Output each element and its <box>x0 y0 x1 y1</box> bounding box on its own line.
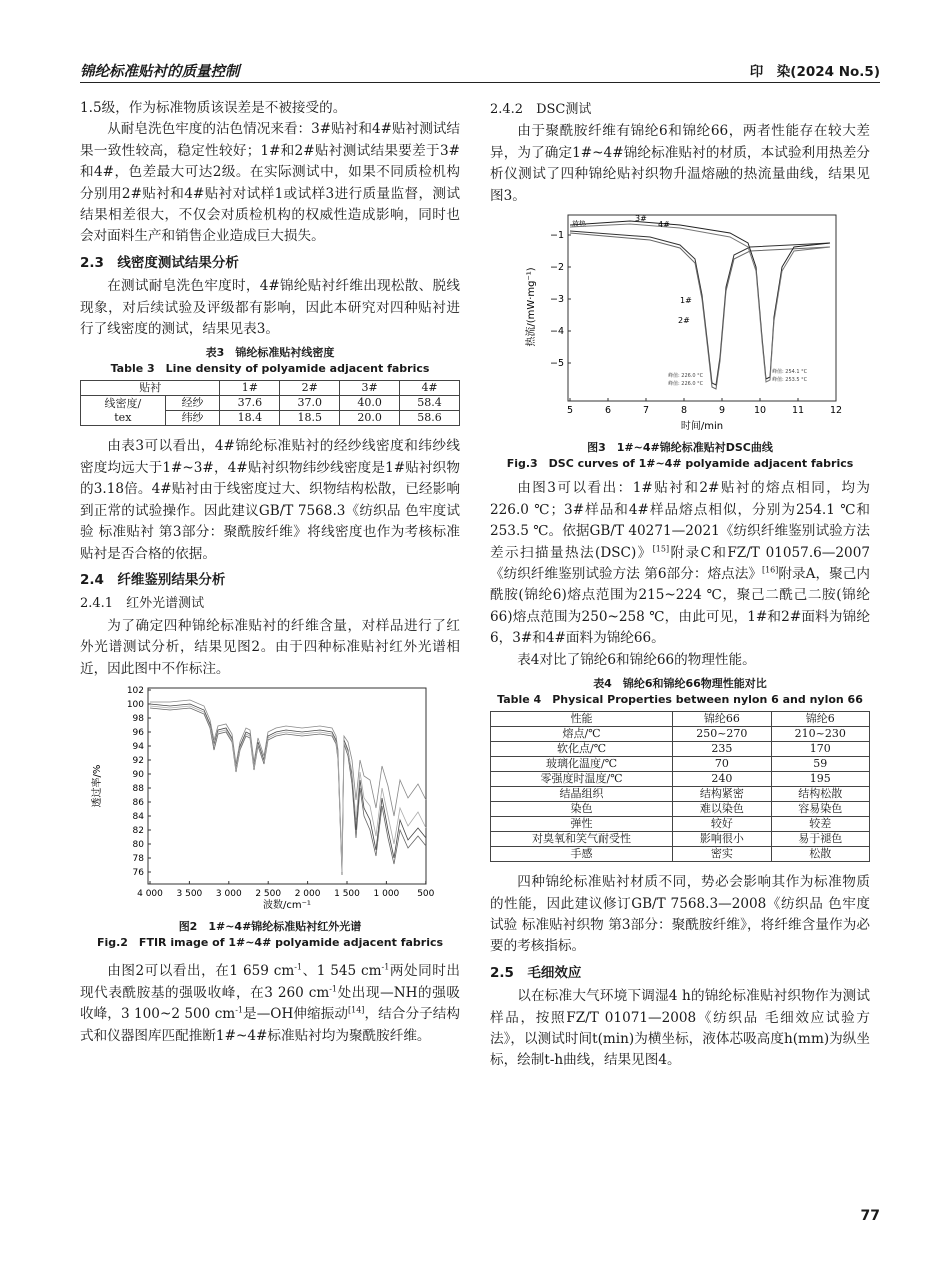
paragraph: 由于聚酰胺纤维有锦纶6和锦纶66，两者性能存在较大差异，为了确定1#~4#锦纶标准贴衬的材质，本试验利用热差分析仪测试了四种锦纶贴衬织物升温熔融的热流量曲线，结果见图3。 <box>490 123 870 204</box>
row-label-a: 线密度/ <box>104 396 142 410</box>
axis-tick-label: 10 <box>753 405 767 417</box>
axis-tick-label: −3 <box>549 294 564 306</box>
row-label-b: tex <box>114 410 132 424</box>
table-cell: 59 <box>771 757 869 772</box>
table-cell: 经纱 <box>165 396 220 411</box>
axis-tick-label: 82 <box>132 825 144 836</box>
exo-label: 放热 <box>572 220 586 229</box>
header-journal: 印 染(2024 No.5) <box>749 64 880 80</box>
table-cell: 结晶组织 <box>491 787 673 802</box>
right-column <box>490 98 870 1072</box>
axis-tick-label: 98 <box>132 713 144 724</box>
axis-tick-label: 78 <box>132 853 144 864</box>
table3-caption-en: Table 3 Line density of polyamide adjacent fabrics <box>110 362 430 376</box>
citation-ref: [15] <box>652 544 670 554</box>
text-run: 处出现—NH的强吸收峰，3 100~2 500 cm <box>80 984 461 1023</box>
table-header: 性能 <box>491 712 673 727</box>
table-cell: 37.0 <box>280 396 340 411</box>
paragraph: 表4对比了锦纶6和锦纶66的物理性能。 <box>517 651 756 668</box>
table-cell: 弹性 <box>491 817 673 832</box>
table-cell: 240 <box>673 772 771 787</box>
table-cell: 松散 <box>771 847 869 862</box>
curve-label-3: 3# <box>635 214 647 224</box>
table-row <box>491 742 870 757</box>
peak-annotation: 峰值: 253.5 °C <box>772 377 808 384</box>
axis-tick-label: 84 <box>132 811 144 822</box>
table-cell: 58.4 <box>400 396 460 411</box>
paragraph: 由表3可以看出，4#锦纶标准贴衬的经纱线密度和纬纱线密度均远大于1#~3#，4#贴衬织物纬纱线密度是1#贴衬织物的3.18倍。4#贴衬由于线密度过大、织物结构松散，已经影响到正常的试验操作。因此建议GB/T 7568.3《纺织品 色牢度试验 标准贴衬 第3部分：聚酰胺纤维》将线密度也作为考核标准贴衬是否合格的依据。 <box>80 438 460 562</box>
paragraph: 以在标准大气环境下调湿4 h的锦纶标准贴衬织物作为测试样品，按照FZ/T 01071—2008《纺织品 毛细效应试验方法》，以测试时间t(min)为横坐标，液体芯吸高度h(mm)为纵坐标，绘制t-h曲线，结果见图4。 <box>490 988 870 1069</box>
table-row <box>491 787 870 802</box>
superscript: -1 <box>294 962 303 972</box>
table-cell: 70 <box>673 757 771 772</box>
table-cell: 40.0 <box>340 396 400 411</box>
axis-tick-label: 3 000 <box>215 888 242 899</box>
table-header: 贴衬 <box>81 381 220 396</box>
fig3-caption-cn: 图3 1#~4#锦纶标准贴衬DSC曲线 <box>587 441 773 455</box>
axis-tick-label: 94 <box>132 741 144 752</box>
table-cell: 密实 <box>673 847 771 862</box>
table-cell: 37.6 <box>220 396 280 411</box>
superscript: -1 <box>329 984 338 994</box>
figure-2 <box>80 680 460 951</box>
axis-tick-label: 2 500 <box>255 888 282 899</box>
table-cell: 易于褪色 <box>771 832 869 847</box>
left-column <box>80 98 460 1047</box>
table-cell: 20.0 <box>340 411 400 426</box>
table-row <box>491 817 870 832</box>
table-header: 锦纶6 <box>771 712 869 727</box>
axis-tick-label: 102 <box>126 685 144 696</box>
table-header: 锦纶66 <box>673 712 771 727</box>
table-cell: 170 <box>771 742 869 757</box>
text-run: 附录A，聚己内酰胺(锦纶6)熔点范围为215~224 ℃，聚己二酰己二胺(锦纶66)熔点范围为250~258 ℃，由此可见，1#和2#面料为锦纶6，3#和4#面料为锦纶66。 <box>490 566 870 647</box>
table3-caption-cn: 表3 锦纶标准贴衬线密度 <box>205 346 335 360</box>
table-row <box>491 727 870 742</box>
axis-tick-label: 80 <box>132 839 144 850</box>
superscript: -1 <box>381 962 390 972</box>
ftir-ylabel: 透过率/% <box>92 764 103 808</box>
axis-tick-label: 4 000 <box>137 888 163 899</box>
table-cell: 软化点/℃ <box>491 742 673 757</box>
citation-ref: [16] <box>761 565 779 575</box>
plot-frame <box>148 688 426 884</box>
table-cell: 18.5 <box>280 411 340 426</box>
peak-annotation: 峰值: 226.0 °C <box>668 381 704 388</box>
table-cell: 容易染色 <box>771 802 869 817</box>
page-number: 77 <box>860 1208 880 1224</box>
table3 <box>80 380 460 426</box>
text-run: ，结合分子结构式和仪器图库匹配推断1#~4#标准贴衬均为聚酰胺纤维。 <box>80 1006 461 1044</box>
peak-annotation: 峰值: 226.0 °C <box>668 373 704 380</box>
table-cell: 影响很小 <box>673 832 771 847</box>
table-header: 3# <box>340 381 400 396</box>
axis-tick-label: 500 <box>417 888 435 899</box>
axis-tick-label: 100 <box>126 699 144 710</box>
paragraph: 为了确定四种锦纶标准贴衬的纤维含量，对样品进行了红外光谱测试分析，结果见图2。由于四种标准贴衬红外光谱相近，因此图中不作标注。 <box>80 617 460 677</box>
axis-tick-label: 2 000 <box>294 888 321 899</box>
subsection-heading-2-4-1: 2.4.1 红外光谱测试 <box>80 596 205 612</box>
table-cell: 210~230 <box>771 727 869 742</box>
paragraph <box>490 478 870 649</box>
table-row <box>491 772 870 787</box>
citation-ref: [14] <box>348 1005 365 1015</box>
paragraph: 四种锦纶标准贴衬材质不同，势必会影响其作为标准物质的性能，因此建议修订GB/T 7568.3—2008《纺织品 色牢度试验 标准贴衬织物 第3部分：聚酰胺纤维》，将纤维含量作为必要的考核指标。 <box>490 874 870 955</box>
curve-label-2: 2# <box>678 316 690 326</box>
text-run: 由图3可以看出：1#贴衬和2#贴衬的熔点相同，均为226.0 ℃；3#样品和4#样品熔点相似，分别为254.1 ℃和253.5 ℃。依据GB/T 40271—2021《纺织纤维鉴别试验方法 差示扫描量热法(DSC)》 <box>490 480 870 561</box>
ftir-chart <box>80 680 460 912</box>
table-row <box>491 802 870 817</box>
curve-label-1: 1# <box>680 296 692 306</box>
table-cell: 难以染色 <box>673 802 771 817</box>
header-title: 锦纶标准贴衬的质量控制 <box>80 64 240 80</box>
text-run: 是—OH伸缩振动 <box>243 1006 348 1023</box>
axis-tick-label: 5 <box>566 405 574 417</box>
fig2-caption-en: Fig.2 FTIR image of 1#~4# polyamide adjacent fabrics <box>96 936 444 950</box>
table-cell: 零强度时温度/℃ <box>491 772 673 787</box>
dsc-ylabel: 热流/(mW·mg⁻¹) <box>526 267 537 347</box>
table-cell: 对臭氧和笑气耐受性 <box>491 832 673 847</box>
table-cell: 较差 <box>771 817 869 832</box>
dsc-curves <box>570 221 830 389</box>
fig3-caption-en: Fig.3 DSC curves of 1#~4# polyamide adjacent fabrics <box>506 457 854 471</box>
table-cell: 手感 <box>491 847 673 862</box>
fig2-caption-cn: 图2 1#~4#锦纶标准贴衬红外光谱 <box>178 920 362 934</box>
table-cell: 熔点/℃ <box>491 727 673 742</box>
axis-tick-label: 9 <box>718 405 726 417</box>
curve-label-4: 4# <box>658 220 670 230</box>
axis-tick-label: −5 <box>549 358 564 370</box>
text-run: 两处同时出现代表酰胺基的强吸收峰，在3 260 cm <box>80 963 461 1001</box>
axis-tick-label: 86 <box>132 797 144 808</box>
dsc-chart <box>490 207 870 433</box>
axis-tick-label: −1 <box>549 230 564 242</box>
axis-tick-label: 11 <box>791 405 805 417</box>
table-cell: 染色 <box>491 802 673 817</box>
table-cell: 18.4 <box>220 411 280 426</box>
text-run: 附录C和FZ/T 01057.6—2007《纺织纤维鉴别试验方法 第6部分：熔点法》 <box>490 544 870 583</box>
axis-tick-label: 90 <box>132 769 144 780</box>
table4-caption-cn: 表4 锦纶6和锦纶66物理性能对比 <box>593 677 767 691</box>
table-row-label <box>81 396 166 426</box>
dsc-xlabel: 时间/min <box>680 421 724 433</box>
subsection-heading-2-4-2: 2.4.2 DSC测试 <box>490 102 592 117</box>
axis-tick-label: −2 <box>549 262 564 274</box>
table-cell: 58.6 <box>400 411 460 426</box>
axis-tick-label: 76 <box>132 867 144 878</box>
axis-tick-label: 8 <box>680 405 688 417</box>
running-header <box>80 56 880 83</box>
table-header-row <box>491 712 870 727</box>
table-header: 4# <box>400 381 460 396</box>
axis-tick-label: 92 <box>132 755 144 766</box>
axis-tick-label: 12 <box>829 405 843 417</box>
ftir-spectra <box>150 700 426 875</box>
axis-tick-label: 88 <box>132 783 144 794</box>
paragraph <box>80 961 460 1047</box>
peak-annotation: 峰值: 254.1 °C <box>772 369 808 376</box>
section-heading-2-5: 2.5 毛细效应 <box>490 964 582 981</box>
table-cell: 235 <box>673 742 771 757</box>
paragraph: 从耐皂洗色牢度的沾色情况来看：3#贴衬和4#贴衬测试结果一致性较高，稳定性较好；1#和2#贴衬测试结果要差于3#和4#，色差最大可达2级。在实际测试中，如果不同质检机构分别用2#贴衬和4#贴衬对试样1或试样3进行质量监督，测试结果相差很大，不仅会对质检机构的权威性造成影响，同时也会对面料生产和销售企业造成巨大损失。 <box>80 121 460 245</box>
table-header: 2# <box>280 381 340 396</box>
axis-tick-label: 3 500 <box>176 888 203 899</box>
table-cell: 结构松散 <box>771 787 869 802</box>
table-cell: 较好 <box>673 817 771 832</box>
table-cell: 195 <box>771 772 869 787</box>
axis-tick-label: 6 <box>604 405 612 417</box>
table-cell: 250~270 <box>673 727 771 742</box>
paragraph: 1.5级，作为标准物质该误差是不被接受的。 <box>80 100 347 116</box>
table-cell: 结构紧密 <box>673 787 771 802</box>
figure-3 <box>490 207 870 472</box>
table-row <box>491 757 870 772</box>
table-header: 1# <box>220 381 280 396</box>
axis-tick-label: 1 500 <box>334 888 360 899</box>
axis-tick-label: 1 000 <box>373 888 400 899</box>
table-row <box>491 832 870 847</box>
text-run: 由图2可以看出，在1 659 cm <box>107 963 295 980</box>
text-run: 、1 545 cm <box>302 963 382 980</box>
superscript: -1 <box>235 1005 243 1015</box>
axis-tick-label: −4 <box>549 326 564 338</box>
ftir-xlabel: 波数/cm⁻¹ <box>263 899 311 911</box>
axis-tick-label: 96 <box>132 727 144 738</box>
paragraph: 在测试耐皂洗色牢度时，4#锦纶贴衬纤维出现松散、脱线现象，对后续试验及评级都有影响，因此本研究对四种贴衬进行了线密度的测试，结果见表3。 <box>80 278 460 338</box>
axis-tick-label: 7 <box>642 405 650 417</box>
section-heading-2-3: 2.3 线密度测试结果分析 <box>80 254 239 271</box>
section-heading-2-4: 2.4 纤维鉴别结果分析 <box>80 571 226 588</box>
table4-caption-en: Table 4 Physical Properties between nylon 6 and nylon 66 <box>497 693 863 707</box>
table-row <box>491 847 870 862</box>
table4 <box>490 711 870 862</box>
table-cell: 玻璃化温度/℃ <box>491 757 673 772</box>
table-cell: 纬纱 <box>165 411 220 426</box>
